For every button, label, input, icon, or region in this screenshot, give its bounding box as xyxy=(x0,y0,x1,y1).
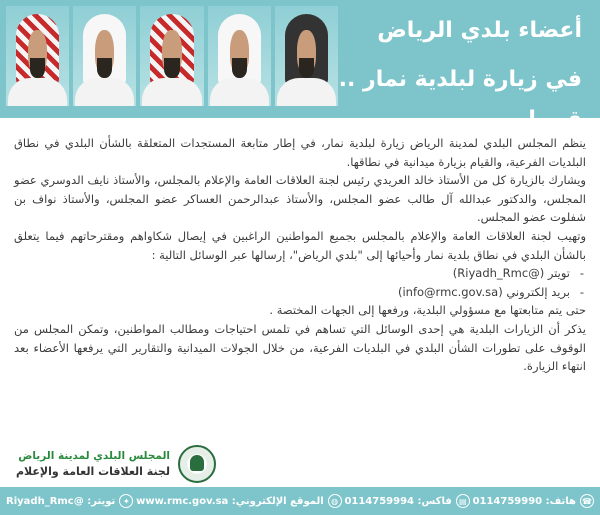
member-photo xyxy=(208,6,271,106)
contact-channels-list xyxy=(14,264,586,301)
logo-text xyxy=(16,449,170,480)
footer-fax xyxy=(344,494,469,508)
footer-website[interactable] xyxy=(136,494,342,508)
member-photo xyxy=(6,6,69,106)
council-emblem-icon xyxy=(178,445,216,483)
paragraph-followup: حتى يتم متابعتها مع مسؤولي البلدية، ورفعها إلى الجهات المختصة . xyxy=(269,303,586,318)
member-photo xyxy=(140,6,203,106)
member-photo xyxy=(73,6,136,106)
website-text[interactable]: الموقع الإلكتروني: www.rmc.gov.sa xyxy=(136,495,324,507)
fax-text: فاكس: 0114759994 xyxy=(344,495,452,507)
contact-email: - بريد إلكتروني (info@rmc.gov.sa) xyxy=(14,283,586,302)
twitter-icon: ✦ xyxy=(119,494,133,508)
phone-text: هاتف: 0114759990 xyxy=(472,495,576,507)
council-logo xyxy=(8,444,216,484)
paragraph-invitation: وتهيب لجنة العلاقات العامة والإعلام بالمجلس بجميع المواطنين الراغبين في إيصال شكاواهم ومقترحاتهم فيما يتعلق بالشأن البلدي في نطاق بلدية نمار وأحيائها إلى "بلدي الرياض"، إرسالها عبر الوسائل التالية : xyxy=(14,228,586,262)
members-photo-strip xyxy=(6,6,338,106)
member-photo xyxy=(275,6,338,106)
fax-icon: ▤ xyxy=(456,494,470,508)
footer-phone xyxy=(473,494,594,508)
article-body xyxy=(14,134,586,376)
twitter-text[interactable]: تويتر: @Riyadh_Rmc xyxy=(6,495,116,507)
paragraph-intro: ينظم المجلس البلدي لمدينة الرياض زيارة لبلدية نمار، في إطار متابعة المستجدات المتعلقة بالشأن البلدي في نطاق البلديات الفرعية، والقيام بزيارة ميدانية في نطاقها. xyxy=(14,136,586,169)
title-line-2: في زيارة لبلدية نمار .. قريبا xyxy=(338,67,582,132)
title-line-1: أعضاء بلدي الرياض xyxy=(377,18,582,43)
phone-icon: ☎ xyxy=(580,494,594,508)
contact-twitter: - تويتر (@Riyadh_Rmc) xyxy=(14,264,586,283)
globe-icon: ◍ xyxy=(328,494,342,508)
page-title xyxy=(332,14,582,140)
contact-footer xyxy=(0,487,600,515)
logo-line-1: المجلس البلدي لمدينة الرياض xyxy=(18,449,170,462)
logo-line-2: لجنة العلاقات العامة والإعلام xyxy=(15,464,170,478)
footer-twitter[interactable] xyxy=(6,494,133,508)
paragraph-closing: يذكر أن الزيارات البلدية هي إحدى الوسائل التي تساهم في تلمس احتياجات ومطالب المواطنين، وتمكن المجلس من الوقوف على تطورات الشأن البلدي في البلديات الفرعية، من خلال الجولات الميدانية والتقارير التي يرفعها الأعضاء بعد انتهاء الزيارة. xyxy=(14,321,586,374)
header-banner xyxy=(0,0,600,132)
paragraph-participants: ويشارك بالزيارة كل من الأستاذ خالد العريدي رئيس لجنة العلاقات العامة والإعلام بالمجلس، والأستاذ نايف الدوسري عضو المجلس، والدكتور عبدالله آل طالب عضو المجلس، والأستاذ عبدالرحمن العساكر عضو المجلس، والأستاذ نواف بن شفلوت عضو المجلس. xyxy=(14,173,586,225)
